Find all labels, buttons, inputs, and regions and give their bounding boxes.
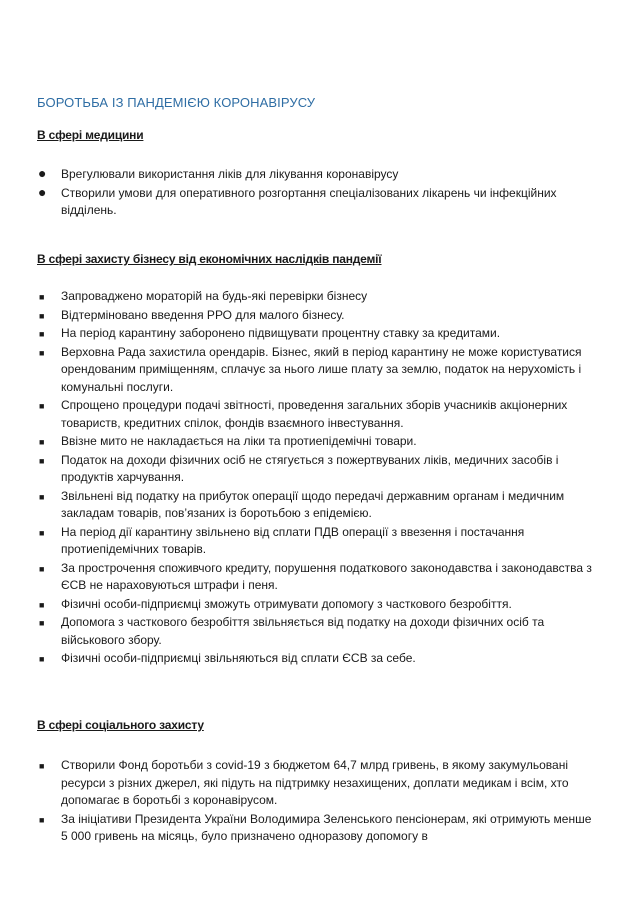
list-item: ■ Запроваджено мораторій на будь-які перевірки бізнесу	[37, 288, 597, 306]
list-item: ■ Створили Фонд боротьби з covid-19 з бюджетом 64,7 млрд гривень, в якому закумульовані ресурси з різних джерел, які підуть на підтримку незахищених, доплати медикам і всім, хто допомагає в боротьбі з коронавірусом.	[39, 758, 569, 807]
section-heading-medicine: В сфері медицини	[37, 128, 144, 142]
bullet-dot-icon: ●	[38, 165, 47, 181]
bullet-square-icon: ■	[39, 761, 45, 771]
bullet-square-icon: ■	[39, 527, 45, 538]
bullet-square-icon: ■	[39, 654, 45, 664]
list-item: ■ Верховна Рада захистила орендарів. Бізнес, який в період карантину не може користуватися орендованим приміщенням, сплачує за нього лише плату за землю, податок на нерухомість і комунальні послуги.	[39, 344, 582, 394]
bullet-square-icon: ■	[39, 310, 45, 321]
bullet-square-icon: ■	[39, 618, 45, 628]
bullet-square-icon: ■	[39, 329, 45, 339]
list-item: ■ Відтерміновано введення РРО для малого бізнесу.	[37, 307, 597, 325]
list-item: ■ Допомога з часткового безробіття звільняється від податку на доходи фізичних осіб та військового збору.	[39, 615, 545, 647]
business-list	[37, 288, 597, 669]
list-item: ● Врегулювали використання ліків для лікування коронавірусу	[38, 165, 399, 181]
list-item: ■ Податок на доходи фізичних осіб не стягується з пожертвуваних ліків, медичних засобів і продуктів харчування.	[39, 452, 559, 484]
list-item: ■ За прострочення споживчого кредиту, порушення податкового законодавства і законодавства з ЄСВ не нараховуються штрафи і пеня.	[39, 560, 592, 592]
section-heading-social: В сфері соціального захисту	[37, 718, 204, 732]
bullet-dot-icon: ●	[38, 183, 47, 200]
medicine-list	[37, 166, 597, 221]
bullet-square-icon: ■	[39, 491, 45, 502]
social-list	[37, 757, 597, 847]
bullet-square-icon: ■	[39, 599, 45, 610]
list-item: ■ Фізичні особи-підприємці звільняються від сплати ЄСВ за себе.	[37, 650, 597, 668]
bullet-square-icon: ■	[39, 455, 45, 466]
section-heading-business: В сфері захисту бізнесу від економічних наслідків пандемії	[37, 252, 382, 266]
list-item: ■ Спрощено процедури подачі звітності, проведення загальних зборів учасників акціонерних товариств, кредитних спілок, фондів взаємного інвестування.	[39, 398, 568, 430]
bullet-square-icon: ■	[39, 292, 45, 302]
bullet-square-icon: ■	[39, 347, 45, 358]
list-item: ● Створили умови для оперативного розгортання спеціалізованих лікарень чи інфекційних відділень.	[38, 183, 557, 217]
list-item: ■ За ініціативи Президента України Володимира Зеленського пенсіонерам, які отримують менше 5 000 гривень на місяць, було призначено одноразову допомогу в	[39, 811, 592, 843]
list-item: ■ Фізичні особи-підприємці зможуть отримувати допомогу з часткового безробіття.	[37, 596, 597, 614]
bullet-square-icon: ■	[39, 563, 45, 574]
bullet-square-icon: ■	[39, 814, 45, 825]
bullet-square-icon: ■	[39, 401, 45, 411]
list-item: ■ На період дії карантину звільнено від сплати ПДВ операції з ввезення і постачання протиепідемічних товарів.	[39, 524, 525, 556]
list-item: ■ На період карантину заборонено підвищувати процентну ставку за кредитами.	[37, 325, 597, 343]
list-item: ■ Звільнені від податку на прибуток операції щодо передачі державним органам і медичним закладам товарів, пов’язаних із боротьбою з епідемією.	[39, 488, 565, 520]
list-item: ■ Ввізне мито не накладається на ліки та протиепідемічні товари.	[37, 433, 597, 451]
bullet-square-icon: ■	[39, 437, 45, 447]
page-title: БОРОТЬБА ІЗ ПАНДЕМІЄЮ КОРОНАВІРУСУ	[37, 95, 316, 110]
